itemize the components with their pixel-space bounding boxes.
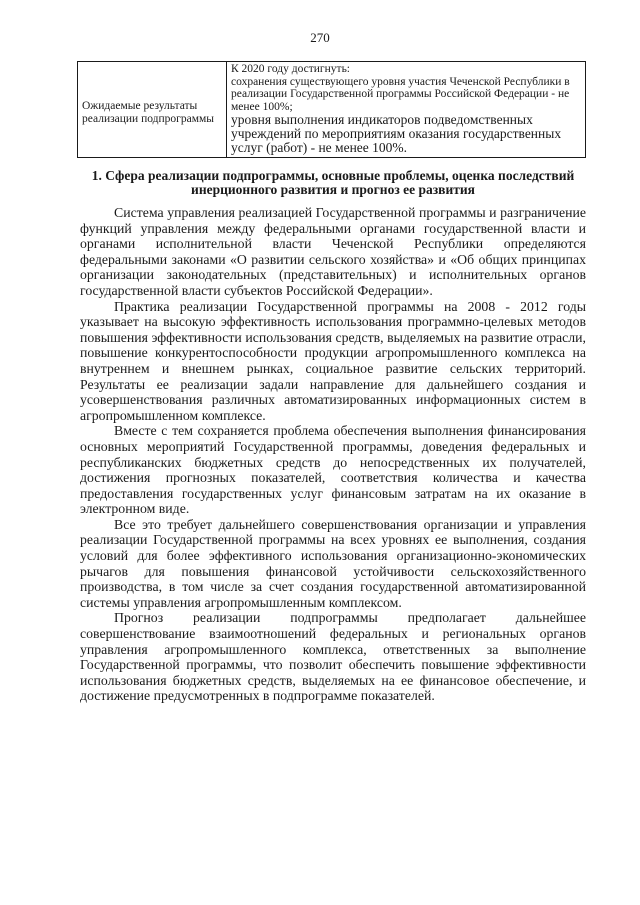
result-line: сохранения существующего уровня участия Чеченской Республики в реализации Государственной программы Российской Федерации - не менее 100%; — [231, 75, 570, 113]
paragraph: Вместе с тем сохраняется проблема обеспечения выполнения финансирования основных мероприятий Государственной программы, доведения федеральных и республиканских бюджетных средств до непосредственных их получателей, достижения прогнозных показателей, соответствия количества и качества предоставления государственных услуг финансовым затратам на их оказание в электронном виде. — [80, 423, 586, 517]
section-body — [80, 205, 586, 704]
paragraph: Система управления реализацией Государственной программы и разграничение функций управления между федеральными органами государственной власти и органами исполнительной власти Чеченской Республики определяются федеральными законами «О развитии сельского хозяйства» и «Об общих принципах организации законодательных (представительных) и исполнительных органов государственной власти субъектов Российской Федерации». — [80, 205, 586, 298]
table-row — [78, 62, 586, 158]
table-cell-value — [227, 62, 586, 158]
result-line: уровня выполнения индикаторов подведомственных учреждений по мероприятиям оказания государственных услуг (работ) - не менее 100%. — [231, 112, 562, 155]
paragraph: Практика реализации Государственной программы на 2008 - 2012 годы указывает на высокую эффективность использования программно-целевых методов повышения эффективности использования средств, выделяемых на развитие отрасли, повышение конкурентоспособности продукции агропромышленного комплекса на внутреннем и внешнем рынках, социальное развитие сельских территорий. Результаты ее реализации задали направление для дальнейшего создания и усовершенствования различных автоматизированных информационных систем в агропромышленном комплексе. — [80, 298, 586, 423]
table-cell-label: Ожидаемые результаты реализации подпрограммы — [78, 62, 227, 158]
paragraph: Все это требует дальнейшего совершенствования организации и управления реализации Государственной программы на всех уровнях ее выполнения, создания условий для более эффективного использования организационно-экономических рычагов для повышения финансовой устойчивости сельскохозяйственного производства, в том числе за счет создания государственной автоматизированной системы управления агропромышленным комплексом. — [80, 516, 586, 610]
expected-results-table — [77, 61, 586, 158]
paragraph: Прогноз реализации подпрограммы предполагает дальнейшее совершенствование взаимоотношений федеральных и региональных органов управления агропромышленного комплекса, ответственных за выполнение Государственной программы, что позволит обеспечить повышение эффективности использования бюджетных средств, выделяемых на ее финансовое обеспечение, и достижение предусмотренных в подпрограмме показателей. — [80, 610, 586, 704]
section-title: 1. Сфера реализации подпрограммы, основные проблемы, оценка последствий инерционного развития и прогноз ее развития — [91, 168, 575, 197]
result-line: К 2020 году достигнуть: — [231, 63, 351, 75]
page-number: 270 — [310, 30, 330, 45]
